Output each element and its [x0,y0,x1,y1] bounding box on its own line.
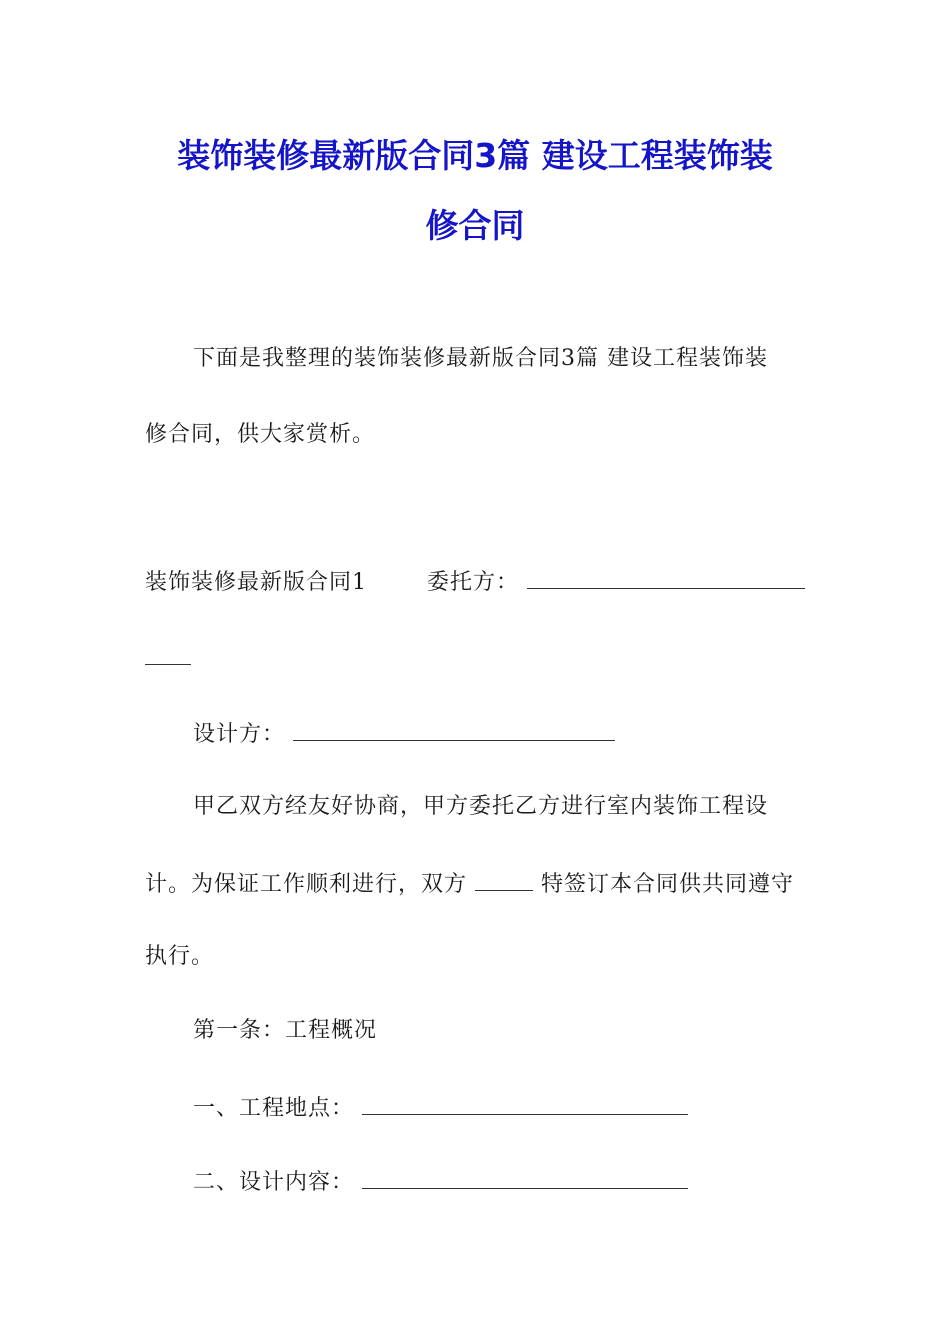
item-1-label: 一、工程地点： [193,1096,355,1121]
item-1-row [193,1092,688,1124]
item-2-blank [362,1166,688,1189]
paragraph-1-line-2b: 特签订本合同供共同遵守 [541,872,795,897]
paragraph-1-line-3: 执行。 [145,944,215,969]
client-blank-continued-row [145,642,191,674]
contract-heading: 装饰装修最新版合同1 [145,570,367,595]
client-blank-continued [145,642,191,665]
client-label: 委托方： [427,570,520,595]
client-blank [527,566,805,589]
paragraph-1-line-2a: 计。为保证工作顺利进行，双方 [145,872,468,897]
intro-line-1: 下面是我整理的装饰装修最新版合同3篇 建设工程装饰装 [193,346,768,371]
sign-blank [475,868,533,891]
item-1-blank [362,1092,688,1115]
paragraph-1-line-1: 甲乙双方经友好协商，甲方委托乙方进行室内装饰工程设 [193,794,769,819]
designer-label: 设计方： [193,722,286,747]
item-2-label: 二、设计内容： [193,1170,355,1195]
document-title-line-1: 装饰装修最新版合同3篇 建设工程装饰装 [177,136,773,175]
item-2-row [193,1166,688,1198]
intro-line-2: 修合同，供大家赏析。 [145,422,376,447]
contract-heading-row [145,566,805,598]
paragraph-1-line-2 [145,868,794,900]
designer-blank [293,718,615,741]
article-1-heading: 第一条：工程概况 [193,1018,378,1043]
document-title-line-2: 修合同 [425,206,525,245]
designer-row [193,718,615,750]
